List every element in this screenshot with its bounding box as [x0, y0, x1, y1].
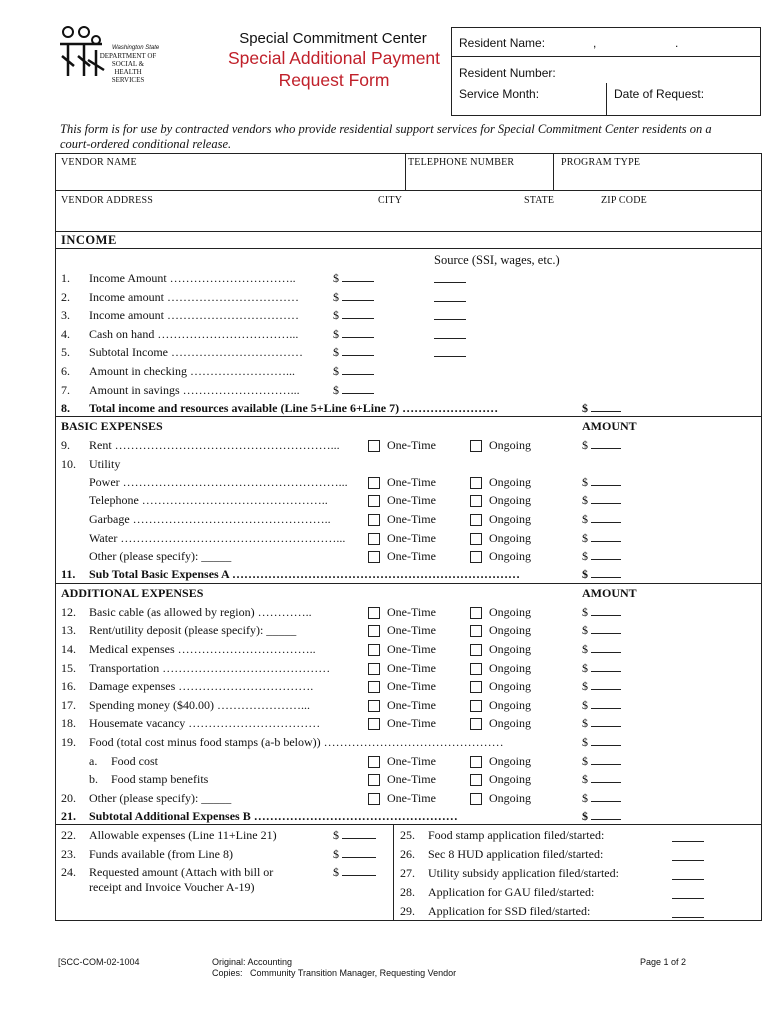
food-num: 19. [61, 735, 76, 749]
amount-field[interactable] [582, 605, 621, 620]
amount-field[interactable] [582, 623, 621, 638]
application-num: 25. [400, 828, 415, 842]
income-row-num: 5. [61, 345, 70, 359]
application-label: Food stamp application filed/started: [428, 828, 605, 842]
org-line1: DEPARTMENT OF [99, 52, 157, 60]
ongoing-checkbox[interactable] [470, 700, 482, 712]
one-time-checkbox[interactable] [368, 440, 380, 452]
amount-blank [342, 393, 374, 394]
ongoing-checkbox[interactable] [470, 663, 482, 675]
amount-field[interactable] [333, 271, 374, 286]
summary-num: 24. [61, 865, 76, 879]
amount-field[interactable] [582, 549, 621, 564]
amount-field[interactable] [333, 865, 376, 880]
application-date-field[interactable] [672, 917, 704, 918]
one-time-checkbox[interactable] [368, 533, 380, 545]
one-time-checkbox[interactable] [368, 774, 380, 786]
one-time-label: One-Time [387, 438, 436, 452]
additional-row-label: Rent/utility deposit (please specify): _____ [89, 623, 297, 637]
food-sub-label: Food stamp benefits [111, 772, 209, 786]
dollar-sign: $ [582, 791, 588, 805]
one-time-label: One-Time [387, 661, 436, 675]
additional-subtotal-label: Subtotal Additional Expenses B …………………………………………… [89, 809, 458, 823]
ongoing-label: Ongoing [489, 772, 531, 786]
basic-amount-header: AMOUNT [582, 419, 637, 433]
summary-label-cont: receipt and Invoice Voucher A-19) [89, 880, 255, 894]
additional-row-num: 18. [61, 716, 76, 730]
resident-number-label[interactable]: Resident Number: [459, 66, 556, 80]
income-row-num: 7. [61, 383, 70, 397]
form-title-line1: Special Additional Payment [227, 48, 441, 68]
amount-blank [591, 652, 621, 653]
utility-num: 10. [61, 457, 76, 471]
amount-field[interactable] [333, 364, 374, 379]
one-time-label: One-Time [387, 679, 436, 693]
one-time-label: One-Time [387, 642, 436, 656]
income-row-label: Income amount …………………………… [89, 290, 299, 304]
application-label: Application for SSD filed/started: [428, 904, 591, 918]
amount-field[interactable] [582, 438, 621, 453]
dollar-sign: $ [582, 772, 588, 786]
summary-label: Requested amount (Attach with bill or [89, 865, 274, 879]
income-source-field[interactable] [434, 301, 466, 302]
resident-name-comma: , [593, 36, 597, 50]
amount-blank [342, 300, 374, 301]
basic-expenses-heading: BASIC EXPENSES [61, 419, 163, 433]
dollar-sign: $ [333, 828, 339, 842]
amount-field[interactable] [333, 290, 374, 305]
amount-blank [591, 726, 621, 727]
ongoing-label: Ongoing [489, 679, 531, 693]
amount-field[interactable] [582, 791, 621, 806]
dollar-sign: $ [582, 809, 588, 823]
ongoing-checkbox[interactable] [470, 533, 482, 545]
application-num: 27. [400, 866, 415, 880]
ongoing-checkbox[interactable] [470, 774, 482, 786]
footer-copies: Copies: Community Transition Manager, Requesting Vendor [212, 968, 457, 978]
summary-label: Allowable expenses (Line 11+Line 21) [89, 828, 277, 842]
dollar-sign: $ [582, 531, 588, 545]
one-time-checkbox[interactable] [368, 793, 380, 805]
amount-field[interactable] [582, 493, 621, 508]
additional-row-num: 13. [61, 623, 76, 637]
dollar-sign: $ [582, 438, 588, 452]
ongoing-checkbox[interactable] [470, 607, 482, 619]
one-time-checkbox[interactable] [368, 681, 380, 693]
ongoing-label: Ongoing [489, 642, 531, 656]
vendor-address-field[interactable]: VENDOR ADDRESS [61, 195, 153, 206]
dollar-sign: $ [333, 865, 339, 879]
amount-blank [342, 355, 374, 356]
org-line2: SOCIAL & HEALTH [111, 60, 145, 76]
application-date-field[interactable] [672, 898, 704, 899]
dollar-sign: $ [582, 735, 588, 749]
amount-blank [591, 764, 621, 765]
dollar-sign: $ [333, 308, 339, 322]
application-date-field[interactable] [672, 841, 704, 842]
amount-field[interactable] [582, 679, 621, 694]
additional-row-label: Transportation …………………………………… [89, 661, 331, 675]
amount-blank [591, 782, 621, 783]
application-label: Utility subsidy application filed/started: [428, 866, 619, 880]
income-source-field[interactable] [434, 282, 466, 283]
one-time-checkbox[interactable] [368, 477, 380, 489]
amount-field[interactable] [582, 661, 621, 676]
one-time-label: One-Time [387, 772, 436, 786]
ongoing-label: Ongoing [489, 493, 531, 507]
amount-blank [591, 503, 621, 504]
amount-blank [591, 615, 621, 616]
one-time-checkbox[interactable] [368, 718, 380, 730]
amount-field[interactable] [333, 828, 376, 843]
amount-blank [591, 559, 621, 560]
vendor-name-field[interactable]: VENDOR NAME [61, 157, 137, 168]
other-label: Other (please specify): _____ [89, 791, 232, 805]
ongoing-checkbox[interactable] [470, 718, 482, 730]
amount-field[interactable] [333, 327, 374, 342]
one-time-checkbox[interactable] [368, 644, 380, 656]
additional-row-num: 12. [61, 605, 76, 619]
additional-row-num: 15. [61, 661, 76, 675]
amount-field[interactable] [333, 308, 374, 323]
application-label: Sec 8 HUD application filed/started: [428, 847, 604, 861]
income-total-num: 8. [61, 401, 70, 415]
ongoing-label: Ongoing [489, 531, 531, 545]
amount-field[interactable] [582, 512, 621, 527]
amount-blank [591, 801, 621, 802]
additional-amount-header: AMOUNT [582, 586, 637, 600]
dollar-sign: $ [582, 567, 588, 581]
amount-blank [591, 633, 621, 634]
additional-row-label: Basic cable (as allowed by region) ………….. [89, 605, 312, 619]
dollar-sign: $ [582, 401, 588, 415]
basic-subtotal-amount[interactable] [582, 567, 621, 582]
amount-blank [342, 337, 374, 338]
amount-blank [591, 485, 621, 486]
ongoing-checkbox[interactable] [470, 551, 482, 563]
ongoing-label: Ongoing [489, 698, 531, 712]
basic-subtotal-label: Sub Total Basic Expenses A ……………………………………………………………… [89, 567, 521, 581]
one-time-checkbox[interactable] [368, 663, 380, 675]
form-title-line2: Request Form [278, 70, 390, 90]
amount-blank [342, 857, 376, 858]
ongoing-checkbox[interactable] [470, 793, 482, 805]
one-time-label: One-Time [387, 512, 436, 526]
food-sub-label: Food cost [111, 754, 159, 768]
one-time-checkbox[interactable] [368, 495, 380, 507]
dollar-sign: $ [582, 716, 588, 730]
dollar-sign: $ [582, 679, 588, 693]
one-time-checkbox[interactable] [368, 514, 380, 526]
one-time-checkbox[interactable] [368, 756, 380, 768]
dollar-sign: $ [333, 383, 339, 397]
food-label: Food (total cost minus food stamps (a-b below)) ……………………………………… [89, 735, 504, 749]
income-heading: INCOME [61, 233, 117, 247]
dollar-sign: $ [333, 271, 339, 285]
dollar-sign: $ [333, 364, 339, 378]
org-small-label: Washington State [112, 45, 160, 51]
application-date-field[interactable] [672, 879, 704, 880]
ongoing-label: Ongoing [489, 605, 531, 619]
summary-label: Funds available (from Line 8) [89, 847, 233, 861]
one-time-checkbox[interactable] [368, 607, 380, 619]
ongoing-label: Ongoing [489, 791, 531, 805]
amount-field[interactable] [582, 531, 621, 546]
service-month-label[interactable]: Service Month: [459, 87, 540, 101]
income-total-amount[interactable] [582, 401, 621, 416]
state-field[interactable]: STATE [524, 195, 555, 206]
ongoing-label: Ongoing [489, 716, 531, 730]
date-of-request-label[interactable]: Date of Request: [614, 87, 705, 101]
amount-blank [591, 708, 621, 709]
income-row-num: 6. [61, 364, 70, 378]
one-time-label: One-Time [387, 475, 436, 489]
ongoing-checkbox[interactable] [470, 644, 482, 656]
program-type-field[interactable]: PROGRAM TYPE [561, 157, 641, 168]
one-time-label: One-Time [387, 623, 436, 637]
amount-blank [342, 838, 376, 839]
additional-subtotal-num: 21. [61, 809, 76, 823]
food-sub-num: a. [89, 754, 98, 768]
income-row-num: 3. [61, 308, 70, 322]
amount-field[interactable] [582, 698, 621, 713]
income-total-label: Total income and resources available (Line 5+Line 6+Line 7) …………………… [89, 401, 499, 415]
income-row-label: Subtotal Income …………………………… [89, 345, 303, 359]
one-time-label: One-Time [387, 493, 436, 507]
one-time-label: One-Time [387, 716, 436, 730]
income-row-num: 1. [61, 271, 70, 285]
application-label: Application for GAU filed/started: [428, 885, 595, 899]
resident-name-label[interactable]: Resident Name: [459, 36, 546, 50]
dollar-sign: $ [582, 493, 588, 507]
additional-row-num: 14. [61, 642, 76, 656]
resident-name-period: . [675, 36, 679, 50]
income-row-label: Amount in savings ………………………... [89, 383, 300, 397]
one-time-label: One-Time [387, 791, 436, 805]
dollar-sign: $ [582, 549, 588, 563]
center-name: Special Commitment Center [239, 30, 427, 47]
amount-field[interactable] [582, 716, 621, 731]
rent-label: Rent ………………………………………………... [89, 438, 340, 452]
income-source-field[interactable] [434, 356, 466, 357]
other-num: 20. [61, 791, 76, 805]
utility-row-label: Telephone ……………………………………….. [89, 493, 328, 507]
amount-blank [591, 448, 621, 449]
amount-field[interactable] [582, 475, 621, 490]
income-row-label: Income amount …………………………… [89, 308, 299, 322]
amount-field[interactable] [333, 383, 374, 398]
ongoing-checkbox[interactable] [470, 514, 482, 526]
dollar-sign: $ [582, 698, 588, 712]
dollar-sign: $ [582, 754, 588, 768]
amount-blank [591, 541, 621, 542]
summary-num: 23. [61, 847, 76, 861]
one-time-label: One-Time [387, 549, 436, 563]
ongoing-checkbox[interactable] [470, 681, 482, 693]
amount-blank [591, 689, 621, 690]
amount-blank [342, 374, 374, 375]
amount-blank [342, 318, 374, 319]
dollar-sign: $ [333, 290, 339, 304]
amount-blank [591, 522, 621, 523]
one-time-checkbox[interactable] [368, 625, 380, 637]
ongoing-label: Ongoing [489, 661, 531, 675]
amount-field[interactable] [582, 772, 621, 787]
income-source-header: Source (SSI, wages, etc.) [434, 253, 560, 267]
amount-blank [342, 281, 374, 282]
additional-row-label: Housemate vacancy …………………………… [89, 716, 321, 730]
amount-blank [591, 671, 621, 672]
utility-label: Utility [89, 457, 121, 471]
ongoing-label: Ongoing [489, 623, 531, 637]
resident-info-box [451, 27, 761, 116]
ongoing-label: Ongoing [489, 438, 531, 452]
ongoing-checkbox[interactable] [470, 440, 482, 452]
ongoing-label: Ongoing [489, 754, 531, 768]
footer-original: Original: Accounting [212, 957, 293, 967]
income-source-field[interactable] [434, 319, 466, 320]
basic-subtotal-num: 11. [61, 567, 76, 581]
income-source-field[interactable] [434, 338, 466, 339]
dollar-sign: $ [333, 847, 339, 861]
org-line3: SERVICES [111, 76, 145, 84]
utility-row-label: Other (please specify): _____ [89, 549, 232, 563]
dollar-sign: $ [582, 623, 588, 637]
additional-expenses-heading: ADDITIONAL EXPENSES [61, 586, 204, 600]
amount-blank [342, 875, 376, 876]
dollar-sign: $ [333, 327, 339, 341]
one-time-label: One-Time [387, 754, 436, 768]
additional-subtotal-amount[interactable] [582, 809, 621, 824]
amount-field[interactable] [582, 642, 621, 657]
additional-row-label: Spending money ($40.00) …………………... [89, 698, 310, 712]
food-sub-num: b. [89, 772, 98, 786]
application-num: 29. [400, 904, 415, 918]
dollar-sign: $ [582, 475, 588, 489]
dollar-sign: $ [582, 661, 588, 675]
amount-field[interactable] [582, 754, 621, 769]
vendor-box [55, 153, 762, 232]
summary-num: 22. [61, 828, 76, 842]
additional-row-label: Medical expenses …………………………….. [89, 642, 316, 656]
amount-blank [591, 745, 621, 746]
telephone-field[interactable]: TELEPHONE NUMBER [408, 157, 515, 168]
footer-form-id: [SCC-COM-02-1004 [58, 957, 140, 967]
application-num: 26. [400, 847, 415, 861]
additional-row-num: 17. [61, 698, 76, 712]
one-time-label: One-Time [387, 698, 436, 712]
ongoing-checkbox[interactable] [470, 756, 482, 768]
dollar-sign: $ [333, 345, 339, 359]
one-time-label: One-Time [387, 531, 436, 545]
zip-field[interactable]: ZIP CODE [601, 195, 647, 206]
rent-num: 9. [61, 438, 70, 452]
utility-row-label: Power ………………………………………………... [89, 475, 348, 489]
application-date-field[interactable] [672, 860, 704, 861]
one-time-checkbox[interactable] [368, 551, 380, 563]
ongoing-checkbox[interactable] [470, 625, 482, 637]
dollar-sign: $ [582, 512, 588, 526]
income-row-num: 4. [61, 327, 70, 341]
city-field[interactable]: CITY [378, 195, 403, 206]
income-row-num: 2. [61, 290, 70, 304]
intro-text: This form is for use by contracted vendors who provide residential support services for Special Commitment Center residents on a court-ordered conditional release. [60, 122, 712, 151]
amount-field[interactable] [333, 345, 374, 360]
application-num: 28. [400, 885, 415, 899]
ongoing-checkbox[interactable] [470, 495, 482, 507]
income-row-label: Amount in checking ……………………... [89, 364, 295, 378]
additional-row-label: Damage expenses ……………………………. [89, 679, 314, 693]
one-time-label: One-Time [387, 605, 436, 619]
amount-field[interactable] [582, 735, 621, 750]
ongoing-label: Ongoing [489, 512, 531, 526]
amount-field[interactable] [333, 847, 376, 862]
ongoing-checkbox[interactable] [470, 477, 482, 489]
ongoing-label: Ongoing [489, 549, 531, 563]
dollar-sign: $ [582, 605, 588, 619]
income-row-label: Cash on hand ……………………………... [89, 327, 299, 341]
org-name [98, 52, 158, 84]
one-time-checkbox[interactable] [368, 700, 380, 712]
footer-page: Page 1 of 2 [640, 957, 687, 967]
dollar-sign: $ [582, 642, 588, 656]
utility-row-label: Water ………………………………………………... [89, 531, 346, 545]
ongoing-label: Ongoing [489, 475, 531, 489]
additional-row-num: 16. [61, 679, 76, 693]
income-row-label: Income Amount ………………………….. [89, 271, 296, 285]
utility-row-label: Garbage ………………………………………….. [89, 512, 331, 526]
